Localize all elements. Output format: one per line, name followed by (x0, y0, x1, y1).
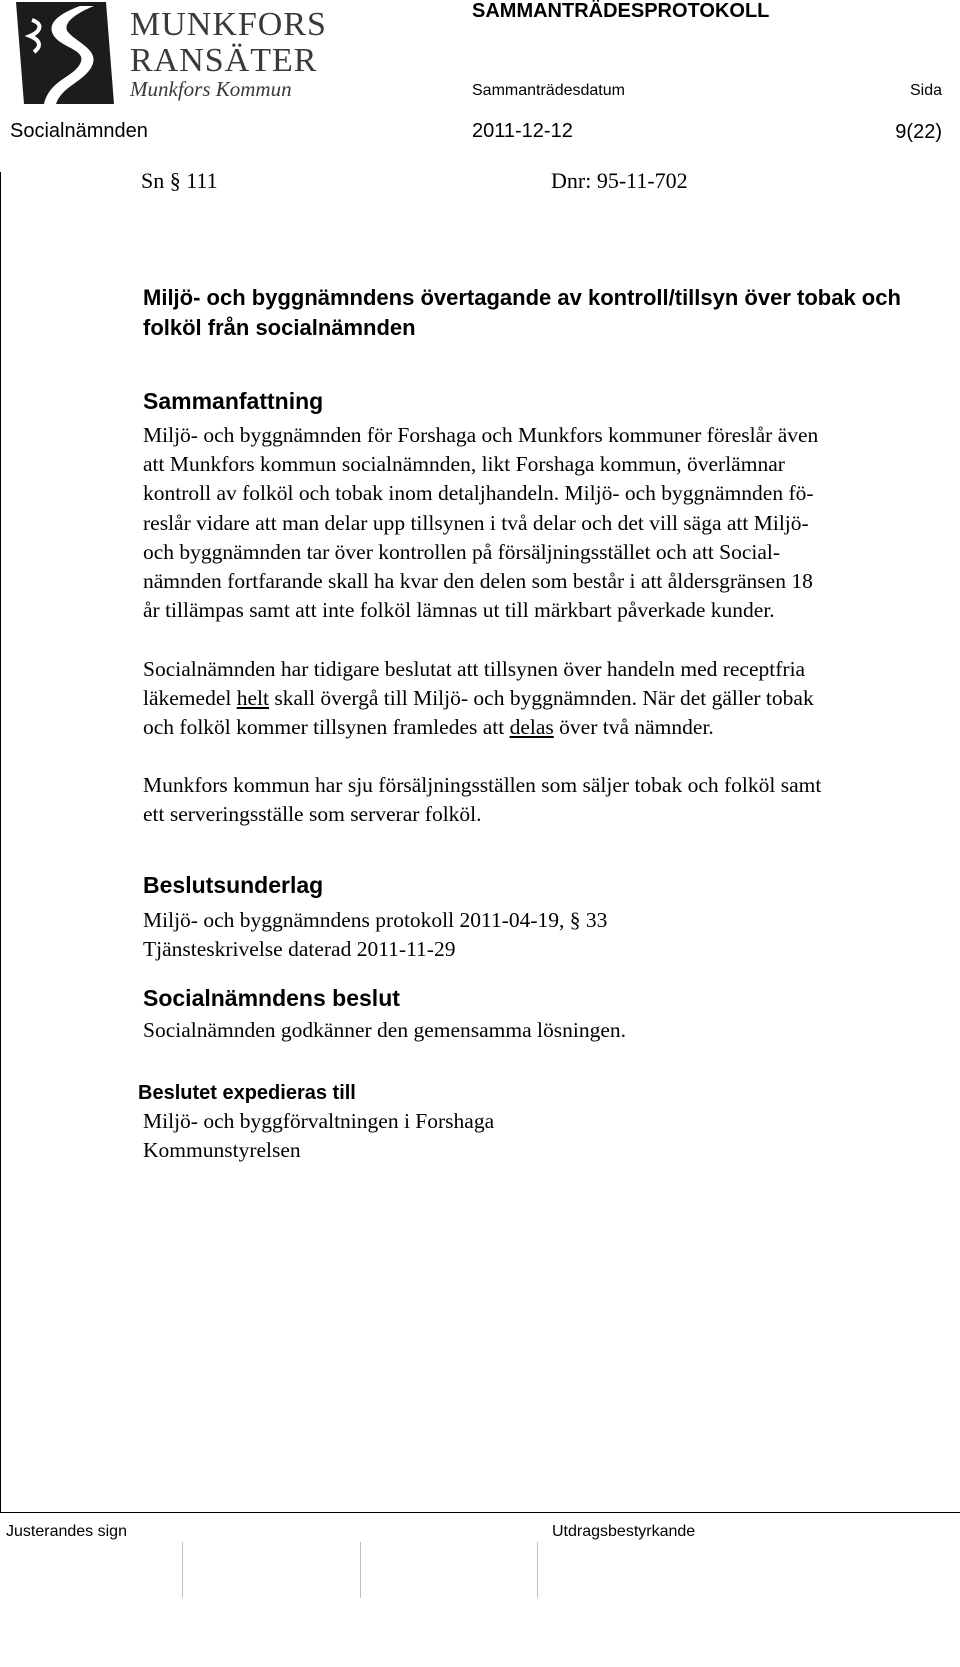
text-run: läkemedel (143, 686, 237, 711)
paragraph-line: Munkfors kommun har sju försäljningsställen som säljer tobak och folköl samt (143, 773, 822, 797)
logo-wordmark-ransater: RANSÄTER (130, 42, 318, 79)
points-of-sale-paragraph (143, 771, 943, 829)
underlined-word-delas: delas (509, 715, 554, 740)
justerandes-sign-label: Justerandes sign (6, 1523, 127, 1540)
text-run: skall övergå till Miljö- och byggnämnden. När det gäller tobak (268, 686, 814, 711)
text-run: och folköl kommer tillsynen framledes att (143, 715, 510, 740)
basis-list (143, 906, 943, 964)
list-item: Miljö- och byggnämndens protokoll 2011-04-19, § 33 (143, 908, 608, 932)
underlined-word-helt: helt (236, 686, 269, 711)
text-run: över två nämnder. (553, 715, 714, 740)
prior-decision-paragraph (143, 655, 943, 743)
paragraph-line: Socialnämnden har tidigare beslutat att tillsynen över handeln med receptfria (143, 657, 806, 681)
summary-line: att Munkfors kommun socialnämnden, likt Forshaga kommun, överlämnar (143, 452, 785, 477)
page-number: 9(22) (895, 121, 942, 143)
diary-number: Dnr: 95-11-702 (551, 168, 688, 193)
logo-wordmark-munkfors: MUNKFORS (130, 6, 327, 43)
paragraph-line: Socialnämnden godkänner den gemensamma lösningen. (143, 1018, 627, 1042)
paragraph-line: ett serveringsställe som serverar folköl. (143, 802, 482, 827)
decision-heading: Socialnämndens beslut (143, 985, 400, 1011)
committee-name: Socialnämnden (10, 120, 148, 142)
dispatch-list (143, 1107, 943, 1165)
decision-text (143, 1016, 943, 1045)
footer-rule (0, 1512, 960, 1513)
summary-line: år tillämpas samt att inte folköl lämnas ut till märkbart påverkade kunder. (143, 598, 775, 623)
signature-divider (537, 1542, 538, 1598)
summary-line: Miljö- och byggnämnden för Forshaga och Munkfors kommuner föreslår även (143, 423, 819, 447)
protocol-title: SAMMANTRÄDESPROTOKOLL (472, 0, 770, 22)
summary-line: kontroll av folköl och tobak inom detaljhandeln. Miljö- och byggnämnden fö- (143, 481, 814, 506)
summary-line: reslår vidare att man delar upp tillsynen i två delar och det vill säga att Miljö- (143, 510, 809, 535)
paragraph-line (143, 684, 943, 713)
case-title: Miljö- och byggnämndens övertagande av kontroll/tillsyn över tobak och folköl från socialnämnden (143, 285, 901, 340)
signature-divider (360, 1542, 361, 1598)
basis-heading: Beslutsunderlag (143, 872, 324, 898)
logo-tagline: Munkfors Kommun (130, 77, 292, 101)
signature-divider (182, 1542, 183, 1598)
meeting-date-label: Sammanträdesdatum (472, 82, 625, 99)
summary-heading: Sammanfattning (143, 388, 324, 414)
section-number: Sn § 111 (141, 168, 218, 193)
list-item: Tjänsteskrivelse daterad 2011-11-29 (143, 937, 456, 962)
dispatch-heading: Beslutet expedieras till (138, 1082, 356, 1104)
list-item: Kommunstyrelsen (143, 1138, 301, 1163)
summary-line: nämnden fortfarande skall ha kvar den delen som består i att åldersgränsen 18 (143, 569, 813, 594)
municipality-logo (10, 0, 327, 110)
list-item: Miljö- och byggförvaltningen i Forshaga (143, 1109, 495, 1133)
utdragsbestyrkande-label: Utdragsbestyrkande (552, 1523, 696, 1540)
meeting-date: 2011-12-12 (472, 120, 573, 142)
summary-line: och byggnämnden tar över kontrollen på försäljningsstället och att Social- (143, 539, 781, 564)
river-emblem-icon (10, 0, 118, 106)
page-label: Sida (909, 82, 942, 99)
paragraph-line (143, 713, 943, 742)
summary-paragraph (143, 421, 943, 625)
left-margin-rule (0, 172, 1, 1512)
